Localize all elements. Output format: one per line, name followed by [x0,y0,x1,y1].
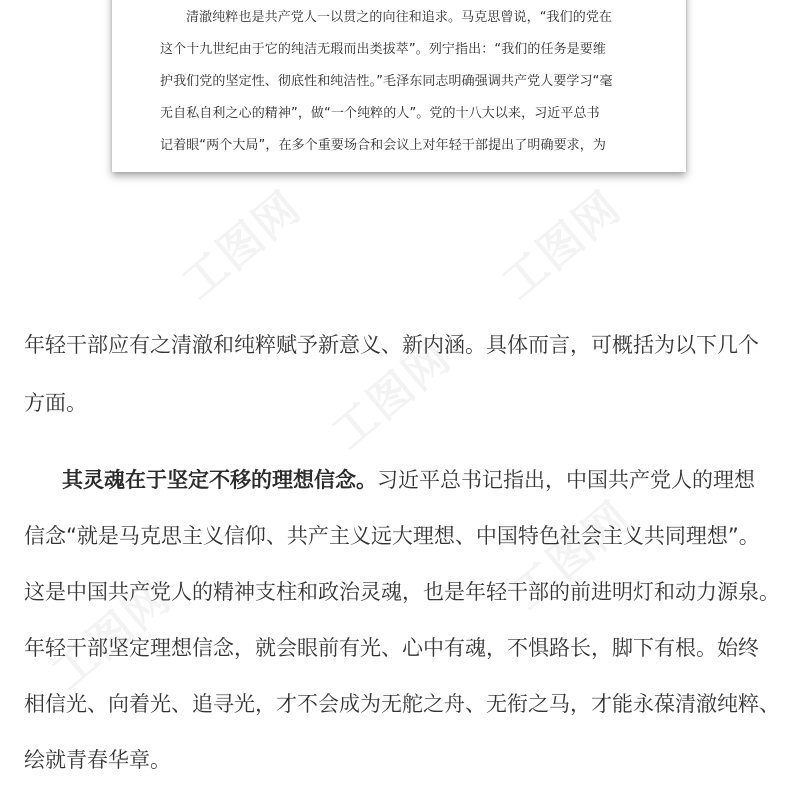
document-page-excerpt [112,0,686,172]
watermark: 工图网 [42,571,182,700]
paragraph-line: 年轻干部应有之清澈和纯粹赋予新意义、新内涵。具体而言，可概括为以下几个 [24,333,759,357]
paragraph-line: 方面。 [24,391,87,415]
watermark: 工图网 [172,181,312,310]
paragraph-text: 习近平总书记指出，中国共产党人的理想 [377,468,755,492]
paragraph-line: 信念“就是马克思主义信仰、共产主义远大理想、中国特色社会主义共同理想”。 [24,524,760,548]
excerpt-line: 这个十九世纪由于它的纯洁无瑕而出类拔萃”。列宁指出：“我们的任务是要维 [160,42,606,57]
section-heading: 其灵魂在于坚定不移的理想信念。 [62,468,377,492]
paragraph-line: 年轻干部坚定理想信念，就会眼前有光、心中有魂，不惧路长，脚下有根。始终 [24,636,759,660]
watermark: 工图网 [502,491,642,620]
watermark: 工图网 [322,331,462,460]
paragraph-line: 绘就青春华章。 [24,748,171,772]
watermark: 工图网 [492,181,632,310]
excerpt-line: 护我们党的坚定性、彻底性和纯洁性。”毛泽东同志明确强调共产党人要学习“毫 [160,74,613,89]
excerpt-line: 记着眼“两个大局”，在多个重要场合和会议上对年轻干部提出了明确要求，为 [160,138,606,153]
excerpt-line: 无自私自利之心的精神”，做“一个纯粹的人”。党的十八大以来，习近平总书 [160,106,600,121]
paragraph-line [62,465,800,495]
paragraph-line: 相信光、向着光、追寻光，才不会成为无舵之舟、无衔之马，才能永葆清澈纯粹、 [24,692,780,716]
excerpt-line: 清澈纯粹也是共产党人一以贯之的向往和追求。马克思曾说，“我们的党在 [186,10,613,25]
paragraph-line: 这是中国共产党人的精神支柱和政治灵魂，也是年轻干部的前进明灯和动力源泉。 [24,580,780,604]
